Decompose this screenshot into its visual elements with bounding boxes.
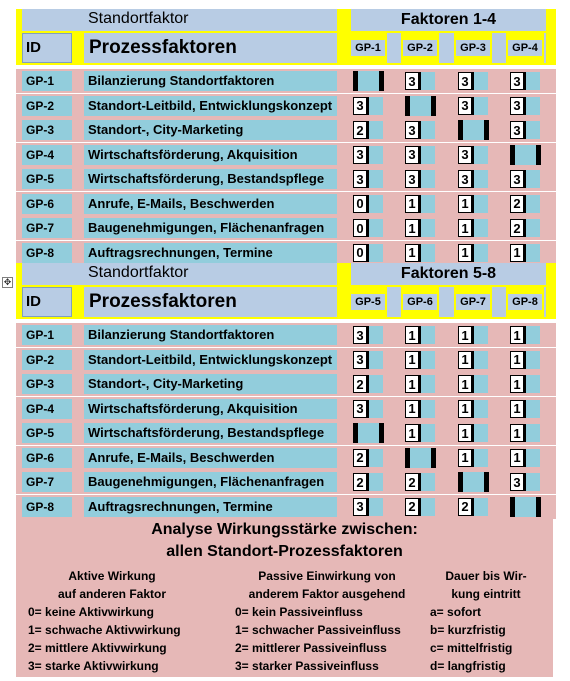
row-id: GP-3 [22, 374, 72, 394]
value-cell: 3 [405, 121, 421, 139]
column-header-label: GP-2 [403, 40, 437, 56]
row-id: GP-5 [22, 169, 72, 189]
standortfaktor-label: Standortfaktor [88, 10, 189, 27]
diagonal-cell [458, 120, 489, 140]
column-header-gp-3 [454, 33, 492, 63]
active-item-3: 3= starke Aktivwirkung [28, 659, 159, 673]
value-cell: 1 [458, 244, 474, 262]
value-cell: 3 [510, 72, 526, 90]
value-cell: 1 [510, 326, 526, 344]
value-cell: 1 [405, 244, 421, 262]
value-cell: 1 [405, 375, 421, 393]
value-cell: 2 [458, 498, 474, 516]
row-name: Standort-Leitbild, Entwicklungskonzept [84, 96, 337, 116]
legend-box [16, 517, 553, 677]
duration-item-0: a= sofort [430, 605, 482, 619]
value-cell: 1 [510, 351, 526, 369]
value-cell: 3 [458, 72, 474, 90]
value-cell: 3 [353, 97, 369, 115]
row-name: Bilanzierung Standortfaktoren [84, 71, 337, 91]
row-name: Standort-Leitbild, Entwicklungskonzept [84, 350, 337, 370]
duration-head2: kung eintritt [451, 587, 521, 601]
column-header-gp-4 [506, 33, 544, 63]
duration-item-3: d= langfristig [430, 659, 506, 673]
row-id: GP-1 [22, 71, 72, 91]
row-name: Standort-, City-Marketing [84, 374, 337, 394]
column-header-gp-2 [401, 33, 439, 63]
active-item-1: 1= schwache Aktivwirkung [28, 623, 181, 637]
value-cell: 3 [510, 121, 526, 139]
active-head1: Aktive Wirkung [68, 569, 156, 583]
value-cell: 1 [458, 400, 474, 418]
value-cell: 3 [510, 473, 526, 491]
row-name: Wirtschaftsförderung, Bestandspflege [84, 169, 337, 189]
column-header-gp-5 [349, 287, 387, 317]
diagonal-cell [405, 96, 436, 116]
value-cell: 3 [510, 170, 526, 188]
value-cell: 3 [353, 170, 369, 188]
value-cell: 2 [405, 473, 421, 491]
column-header-label: GP-1 [351, 40, 385, 56]
column-header-gp-8 [506, 287, 544, 317]
active-item-2: 2= mittlere Aktivwirkung [28, 641, 167, 655]
header-yellow-right [546, 263, 556, 319]
row-id: GP-2 [22, 96, 72, 116]
value-cell: 1 [510, 449, 526, 467]
row-name: Anrufe, E-Mails, Beschwerden [84, 194, 337, 214]
value-cell: 1 [405, 351, 421, 369]
value-cell: 1 [458, 351, 474, 369]
row-id: GP-4 [22, 145, 72, 165]
value-cell: 1 [405, 326, 421, 344]
duration-head1: Dauer bis Wir- [445, 569, 527, 583]
row-name: Auftragsrechnungen, Termine [84, 243, 337, 263]
row-id: GP-2 [22, 350, 72, 370]
value-cell: 3 [458, 146, 474, 164]
column-header-label: GP-6 [403, 294, 437, 310]
value-cell: 1 [510, 244, 526, 262]
row-name: Standort-, City-Marketing [84, 120, 337, 140]
row-id: GP-4 [22, 399, 72, 419]
value-cell: 2 [405, 498, 421, 516]
row-name: Wirtschaftsförderung, Akquisition [84, 399, 337, 419]
diagonal-cell [353, 423, 384, 443]
value-cell: 2 [510, 195, 526, 213]
value-cell: 2 [353, 473, 369, 491]
value-cell: 1 [458, 375, 474, 393]
row-id: GP-7 [22, 218, 72, 238]
value-cell: 1 [458, 326, 474, 344]
value-cell: 2 [510, 219, 526, 237]
value-cell: 1 [405, 195, 421, 213]
id-header: ID [22, 287, 72, 317]
row-name: Bilanzierung Standortfaktoren [84, 325, 337, 345]
passive-head1: Passive Einwirkung von [258, 569, 396, 583]
column-header-gp-1 [349, 33, 387, 63]
row-name: Wirtschaftsförderung, Akquisition [84, 145, 337, 165]
row-id: GP-7 [22, 472, 72, 492]
value-cell: 1 [405, 219, 421, 237]
value-cell: 1 [458, 424, 474, 442]
value-cell: 3 [458, 97, 474, 115]
row-name: Auftragsrechnungen, Termine [84, 497, 337, 517]
column-header-label: GP-4 [508, 40, 542, 56]
column-header-label: GP-7 [456, 294, 490, 310]
passive-item-2: 2= mittlerer Passiveinfluss [235, 641, 387, 655]
column-header-gp-6 [401, 287, 439, 317]
duration-item-1: b= kurzfristig [430, 623, 506, 637]
factors-title: Faktoren 1-4 [400, 11, 497, 28]
value-cell: 1 [458, 195, 474, 213]
value-cell: 1 [405, 400, 421, 418]
legend-active-column [28, 567, 228, 675]
active-head2: auf anderen Faktor [57, 587, 167, 601]
prozessfaktoren-header: Prozessfaktoren [84, 33, 337, 63]
row-name: Baugenehmigungen, Flächenanfragen [84, 218, 337, 238]
column-header-label: GP-5 [351, 294, 385, 310]
id-header: ID [22, 33, 72, 63]
value-cell: 3 [405, 170, 421, 188]
diagonal-cell [510, 145, 541, 165]
value-cell: 3 [353, 400, 369, 418]
value-cell: 1 [510, 375, 526, 393]
passive-item-3: 3= starker Passiveinfluss [235, 659, 379, 673]
legend-title-line2: allen Standort-Prozessfaktoren [166, 543, 403, 560]
value-cell: 2 [353, 375, 369, 393]
row-id: GP-8 [22, 497, 72, 517]
prozessfaktoren-header: Prozessfaktoren [84, 287, 337, 317]
move-anchor-icon[interactable]: ✥ [3, 277, 12, 287]
row-id: GP-1 [22, 325, 72, 345]
value-cell: 0 [353, 219, 369, 237]
header-yellow-right [546, 9, 556, 65]
value-cell: 0 [353, 195, 369, 213]
row-id: GP-3 [22, 120, 72, 140]
value-cell: 1 [510, 424, 526, 442]
row-id: GP-5 [22, 423, 72, 443]
value-cell: 1 [458, 219, 474, 237]
value-cell: 3 [405, 72, 421, 90]
row-id: GP-6 [22, 448, 72, 468]
diagonal-cell [405, 448, 436, 468]
value-cell: 3 [458, 170, 474, 188]
value-cell: 2 [353, 449, 369, 467]
diagonal-cell [510, 497, 541, 517]
diagonal-cell [353, 71, 384, 91]
legend-title-line1: Analyse Wirkungsstärke zwischen: [151, 521, 418, 538]
duration-item-2: c= mittelfristig [430, 641, 513, 655]
value-cell: 1 [405, 424, 421, 442]
column-header-gp-7 [454, 287, 492, 317]
column-header-label: GP-3 [456, 40, 490, 56]
row-name: Baugenehmigungen, Flächenanfragen [84, 472, 337, 492]
legend-passive-column [235, 567, 435, 675]
value-cell: 3 [353, 146, 369, 164]
value-cell: 3 [353, 351, 369, 369]
value-cell: 3 [353, 326, 369, 344]
value-cell: 3 [353, 498, 369, 516]
factors-title: Faktoren 5-8 [400, 265, 497, 282]
column-header-label: GP-8 [508, 294, 542, 310]
active-item-0: 0= keine Aktivwirkung [28, 605, 154, 619]
value-cell: 0 [353, 244, 369, 262]
row-name: Anrufe, E-Mails, Beschwerden [84, 448, 337, 468]
value-cell: 2 [353, 121, 369, 139]
passive-item-1: 1= schwacher Passiveinfluss [235, 623, 401, 637]
row-id: GP-6 [22, 194, 72, 214]
passive-head2: anderem Faktor ausgehend [248, 587, 406, 601]
legend-duration-column [430, 567, 550, 675]
standortfaktor-label: Standortfaktor [88, 264, 189, 281]
value-cell: 1 [458, 449, 474, 467]
row-id: GP-8 [22, 243, 72, 263]
diagonal-cell [458, 472, 489, 492]
value-cell: 3 [405, 146, 421, 164]
passive-item-0: 0= kein Passiveinfluss [235, 605, 363, 619]
row-name: Wirtschaftsförderung, Bestandspflege [84, 423, 337, 443]
value-cell: 1 [510, 400, 526, 418]
value-cell: 3 [510, 97, 526, 115]
